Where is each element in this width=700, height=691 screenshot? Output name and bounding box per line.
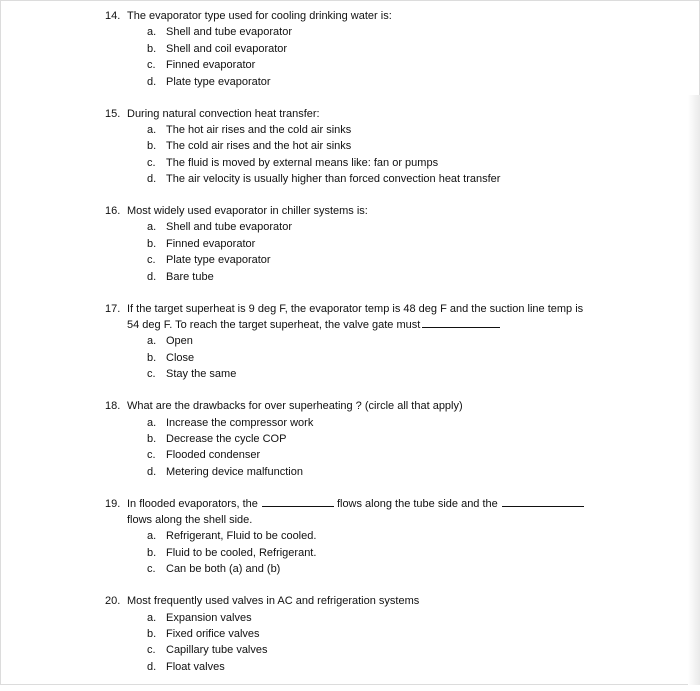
options-list [105, 122, 625, 188]
answer-blank-1[interactable] [262, 496, 334, 507]
option-label: c. [147, 59, 156, 72]
option-label: c. [147, 156, 156, 169]
option-text: The cold air rises and the hot air sinks [166, 140, 352, 153]
option-d[interactable] [105, 659, 625, 675]
option-a[interactable] [105, 610, 625, 626]
options-list [105, 219, 625, 285]
answer-blank-2[interactable] [502, 496, 584, 507]
option-label: d. [147, 270, 157, 283]
option-c[interactable] [105, 57, 625, 73]
option-label: b. [147, 351, 157, 364]
option-c[interactable] [105, 366, 625, 382]
question-number: 14. [105, 10, 121, 22]
question-stem [105, 203, 625, 219]
option-label: b. [147, 432, 157, 445]
options-list [105, 415, 625, 481]
option-text: Plate type evaporator [166, 254, 271, 267]
question-14 [105, 8, 625, 90]
question-16 [105, 203, 625, 285]
question-20 [105, 593, 625, 675]
option-label: b. [147, 628, 157, 640]
option-text: The hot air rises and the cold air sinks [166, 123, 352, 136]
question-number: 17. [105, 302, 121, 315]
question-stem [105, 301, 625, 334]
question-18 [105, 398, 625, 480]
option-text: Bare tube [166, 270, 214, 283]
option-label: a. [147, 221, 157, 234]
option-d[interactable] [105, 464, 625, 480]
option-text: Shell and tube evaporator [166, 26, 292, 39]
option-label: a. [147, 611, 157, 624]
option-a[interactable] [105, 219, 625, 235]
option-text: The fluid is moved by external means like: fan or pumps [166, 156, 439, 169]
question-text-line-2: 54 deg F. To reach the target superheat, the valve gate must [127, 319, 421, 331]
option-a[interactable] [105, 24, 625, 40]
question-text: Most frequently used valves in AC and refrigeration systems [127, 595, 420, 608]
option-label: b. [147, 140, 157, 153]
option-label: c. [147, 644, 156, 657]
options-list [105, 333, 625, 382]
option-label: c. [147, 563, 156, 576]
option-text: The air velocity is usually higher than forced convection heat transfer [166, 173, 501, 186]
option-c[interactable] [105, 447, 625, 463]
option-label: b. [147, 546, 157, 559]
question-text [127, 496, 625, 529]
option-text: Flooded condenser [166, 449, 261, 462]
question-text-line-1: If the target superheat is 9 deg F, the evaporator temp is 48 deg F and the suction line temp is [127, 302, 584, 315]
option-b[interactable] [105, 138, 625, 154]
option-text: Open [166, 335, 193, 348]
option-a[interactable] [105, 415, 625, 431]
option-c[interactable] [105, 155, 625, 171]
question-text-line-2: flows along the shell side. [127, 514, 253, 527]
option-label: a. [147, 416, 157, 429]
question-stem [105, 8, 625, 24]
option-label: a. [147, 123, 157, 136]
question-text: Most widely used evaporator in chiller systems is: [127, 205, 368, 218]
option-text: Capillary tube valves [166, 644, 268, 657]
option-text: Float valves [166, 660, 225, 673]
question-text-part-1: In flooded evaporators, the [127, 497, 258, 510]
option-text: Fixed orifice valves [166, 628, 260, 640]
options-list [105, 610, 625, 676]
option-label: a. [147, 26, 157, 39]
option-text: Stay the same [166, 368, 237, 381]
question-text [127, 301, 625, 334]
option-text: Shell and coil evaporator [166, 42, 288, 55]
option-d[interactable] [105, 171, 625, 187]
option-text: Plate type evaporator [166, 75, 271, 88]
question-text-line-1 [127, 496, 625, 512]
option-text: Increase the compressor work [166, 416, 314, 429]
question-stem [105, 496, 625, 529]
question-17 [105, 301, 625, 383]
option-text: Close [166, 351, 195, 364]
option-label: a. [147, 530, 157, 543]
question-number: 20. [105, 595, 121, 608]
question-text-part-2: flows along the tube side and the [336, 497, 498, 510]
options-list [105, 24, 625, 90]
question-number: 16. [105, 205, 121, 218]
option-a[interactable] [105, 333, 625, 349]
option-b[interactable] [105, 236, 625, 252]
option-d[interactable] [105, 74, 625, 90]
option-label: d. [147, 465, 157, 478]
question-text: During natural convection heat transfer: [127, 107, 320, 120]
option-b[interactable] [105, 41, 625, 57]
option-d[interactable] [105, 269, 625, 285]
page-edge-shadow [688, 95, 700, 685]
question-stem [105, 398, 625, 414]
question-number: 18. [105, 400, 121, 413]
option-text: Metering device malfunction [166, 465, 303, 478]
options-list [105, 528, 625, 577]
question-number: 19. [105, 497, 121, 510]
option-text: Expansion valves [166, 611, 252, 624]
option-label: d. [147, 75, 157, 88]
question-text: The evaporator type used for cooling drinking water is: [127, 10, 392, 22]
question-15 [105, 106, 625, 188]
option-c[interactable] [105, 642, 625, 658]
option-c[interactable] [105, 561, 625, 577]
question-text: What are the drawbacks for over superheating ? (circle all that apply) [127, 400, 463, 413]
question-stem [105, 106, 625, 122]
option-b[interactable] [105, 626, 625, 642]
option-label: b. [147, 237, 157, 250]
option-label: c. [147, 449, 156, 462]
option-b[interactable] [105, 431, 625, 447]
option-text: Fluid to be cooled, Refrigerant. [166, 546, 317, 559]
option-label: b. [147, 42, 157, 55]
option-text: Finned evaporator [166, 237, 256, 250]
option-a[interactable] [105, 528, 625, 544]
option-label: a. [147, 335, 157, 348]
option-text: Refrigerant, Fluid to be cooled. [166, 530, 317, 543]
option-c[interactable] [105, 252, 625, 268]
option-b[interactable] [105, 350, 625, 366]
document-body [105, 8, 625, 691]
option-text: Decrease the cycle COP [166, 432, 287, 445]
option-label: d. [147, 173, 157, 186]
option-b[interactable] [105, 545, 625, 561]
option-text: Can be both (a) and (b) [166, 563, 281, 576]
answer-blank[interactable] [422, 317, 500, 328]
question-19 [105, 496, 625, 578]
option-label: c. [147, 368, 156, 381]
option-text: Shell and tube evaporator [166, 221, 292, 234]
question-stem [105, 593, 625, 609]
question-number: 15. [105, 107, 121, 120]
option-text: Finned evaporator [166, 59, 256, 72]
option-label: d. [147, 660, 157, 673]
option-label: c. [147, 254, 156, 267]
option-a[interactable] [105, 122, 625, 138]
